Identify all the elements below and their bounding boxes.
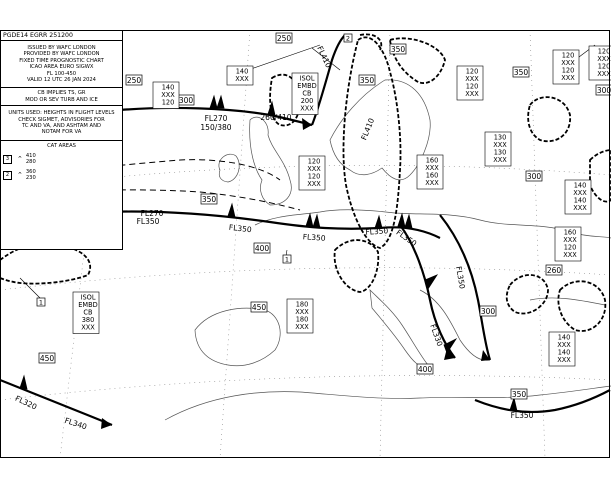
issue-line: PROVIDED BY WAFC LONDON [23,51,100,58]
jet-label: FL350 [510,411,534,420]
info-box-line: XXX [493,156,507,164]
tropopause-value: 350 [511,390,527,399]
jet-label: FL270 [140,209,164,218]
info-box-line: XXX [425,179,439,187]
info-box-line: 180 [295,300,309,309]
issue-block [1,41,122,88]
issue-line: VALID 12 UTC 26 JAN 2024 [27,77,96,84]
cat-area-base: 230 [25,175,36,182]
info-box-line: XXX [573,204,587,212]
chart-id: PGDE14 EGRR 251200 [3,32,73,39]
jet-label: FL320 [13,393,39,412]
info-box-line: XXX [573,189,587,197]
jet-depth-label: 150/380 [200,123,232,132]
info-box-line: 160 [425,156,439,165]
info-box-line: XXX [235,75,249,83]
info-box-line: ISOL [299,74,315,83]
tropopause-value: 350 [513,68,529,77]
info-box-line: 140 [557,348,571,357]
tropopause-value: 260 [546,266,562,275]
jet-label: FL350 [136,217,160,226]
cat-area-row [3,169,120,181]
jet-label: FL350 [228,222,253,235]
cat-area-base: 280 [25,159,36,166]
info-box-line: XXX [425,164,439,172]
info-box-line: XXX [597,70,611,78]
turbulence-icon: ⌃ [17,155,23,164]
info-box-line: 120 [307,172,321,181]
turbulence-icon: ⌃ [17,171,23,180]
tropopause-value: 300 [178,96,194,105]
info-box-line: XXX [557,341,571,349]
tropopause-value: 350 [359,76,375,85]
issue-line: FIXED TIME PROGNOSTIC CHART [19,57,104,64]
info-box-line: XXX [307,180,321,188]
cat-marker-id: 1 [38,298,44,307]
info-box-line: XXX [561,59,575,67]
info-box-line: XXX [493,141,507,149]
tropopause-value: 400 [254,244,270,253]
cb-note-line: MOD OR SEV TURB AND ICE [25,96,98,103]
info-box-line: 120 [465,67,479,76]
info-box-line: XXX [81,323,95,332]
cat-area-row [3,153,120,165]
tropopause-value: 300 [596,86,611,95]
jet-label: FL350 [365,226,389,237]
info-box-line: 140 [235,67,249,76]
info-box-line: XXX [295,323,309,331]
info-panel [0,40,123,250]
info-box-line: 140 [573,196,587,205]
info-box-line: XXX [465,90,479,98]
tropopause-value: 450 [39,354,55,363]
info-box-line: 120 [307,157,321,166]
info-box-line: EMBD [297,82,317,90]
cat-areas-title: CAT AREAS [47,142,76,149]
info-box-line: XXX [307,165,321,173]
units-block [1,106,122,141]
tropopause-value: 400 [417,365,433,374]
tropopause-value: 300 [526,172,542,181]
info-box-line: 200 [300,97,314,105]
info-box-line: 120 [561,66,575,75]
info-box-line: XXX [161,91,175,99]
cat-marker-id: 1 [284,255,290,264]
issue-line: ICAO AREA EURO SIGWX [29,64,94,71]
jet-label: FL340 [63,415,89,432]
info-box-line: 160 [425,171,439,180]
cat-area-top: 410 [25,153,36,160]
info-box-line: 130 [493,133,507,142]
tropopause-value: 350 [201,195,217,204]
info-box-line: 130 [493,148,507,157]
info-box-line: 140 [161,83,175,92]
info-box-line: CB [83,308,93,317]
info-box-line: XXX [300,104,314,113]
cat-area-top: 360 [25,169,36,176]
info-box-line: XXX [295,308,309,316]
jet-label: FL410 [315,44,334,70]
jet-label: FL410 [359,116,377,142]
units-line: UNITS USED: HEIGHTS IN FLIGHT LEVELS [8,110,115,117]
units-line: NOTAM FOR VA [41,129,82,136]
info-box-line: 140 [573,181,587,190]
cb-note-block [1,88,122,106]
tropopause-value: 300 [480,307,496,316]
info-box-line: 120 [465,82,479,91]
tropopause-value: 250 [126,76,142,85]
issue-line: ISSUED BY WAFC LONDON [27,45,96,51]
info-box-line: CB [302,89,312,98]
jet-label: FL350 [302,232,326,243]
info-box-line: XXX [561,74,575,82]
info-box-line: XXX [465,75,479,83]
cb-note-line: CB IMPLIES TS, GR [37,90,86,97]
info-box-line: 120 [563,243,577,252]
cat-area-id: 2 [3,171,12,180]
info-box-line: XXX [563,251,577,259]
info-box-line: XXX [563,236,577,244]
info-box-line: 120 [597,62,611,71]
jet-label: FL350 [454,265,467,290]
info-box-line: 140 [557,333,571,342]
units-line: TC AND VA, AND ASHTAM AND [22,123,101,130]
issue-line: FL 100-450 [46,70,77,77]
info-box-line: 380 [81,316,95,324]
cat-area-id: 3 [3,155,12,164]
info-box-line: 120 [161,98,175,107]
info-box-line: XXX [597,55,611,63]
cat-marker-id: 2 [345,34,351,43]
tropopause-value: 450 [251,303,267,312]
jet-depth-label: 260/410 [260,113,292,122]
jet-label: FL350 [394,227,419,249]
units-line: CHECK SIGMET, ADVISORIES FOR [18,116,105,123]
info-box-line: EMBD [78,301,98,309]
jet-label: FL330 [428,322,445,348]
info-box-line: 120 [561,51,575,60]
cat-areas-legend [1,141,122,183]
info-box-line: 120 [597,47,611,56]
info-box-line: XXX [557,356,571,364]
info-box-line: 180 [295,315,309,324]
tropopause-value: 250 [276,34,292,43]
tropopause-value: 350 [390,45,406,54]
jet-label: FL270 [204,114,228,123]
info-box-line: ISOL [80,293,96,302]
info-box-line: 160 [563,228,577,237]
